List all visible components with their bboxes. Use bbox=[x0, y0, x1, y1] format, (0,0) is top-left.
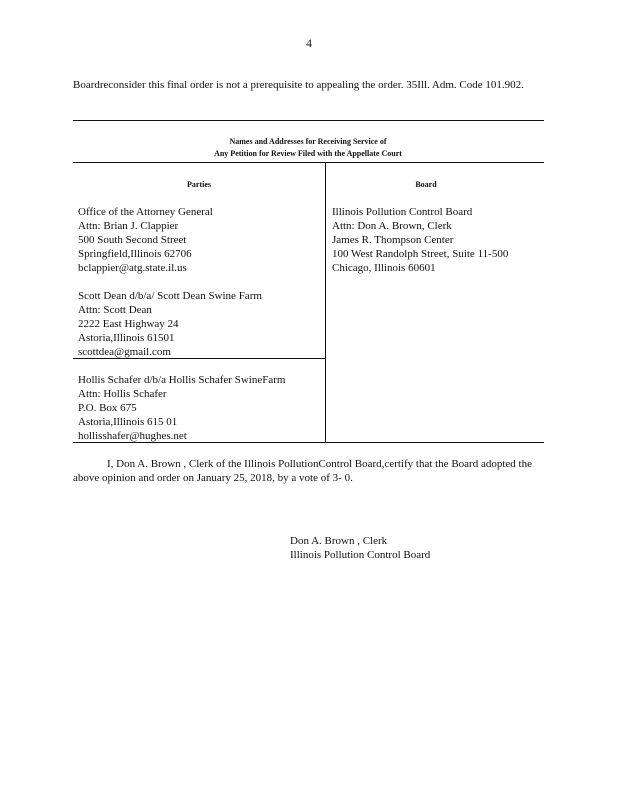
address-line: Astoria,Illinois 615 01 bbox=[78, 416, 178, 428]
address-line: James R. Thompson Center bbox=[332, 234, 454, 246]
address-line: 2222 East Highway 24 bbox=[78, 318, 179, 330]
address-line: Illinois Pollution Control Board bbox=[332, 206, 473, 218]
address-line: Attn: Scott Dean bbox=[78, 304, 152, 316]
address-line: 100 West Randolph Street, Suite 11-500 bbox=[332, 248, 509, 260]
table-column-divider bbox=[325, 162, 326, 442]
page-number: 4 bbox=[306, 36, 312, 50]
party-address-block bbox=[78, 289, 262, 359]
intro-paragraph: Boardreconsider this final order is not a prerequisite to appealing the order. 35Ill. Adm. Code 101.902. bbox=[73, 79, 524, 91]
address-line: Springfield,Illinois 62706 bbox=[78, 248, 192, 260]
address-line: Office of the Attorney General bbox=[78, 206, 213, 218]
signature-block bbox=[290, 534, 430, 562]
certification-paragraph bbox=[73, 457, 543, 485]
table-top-border bbox=[73, 162, 544, 163]
email-address: hollisshafer@hughes.net bbox=[78, 430, 187, 442]
address-line: Attn: Hollis Schafer bbox=[78, 388, 167, 400]
certification-text: I, Don A. Brown , Clerk of the Illinois PollutionControl Board,certify that the Board adopted the above opinion and order on January 25, 2018, by a vote of 3- 0. bbox=[73, 458, 532, 484]
address-line: Astoria,Illinois 61501 bbox=[78, 332, 175, 344]
address-line: Chicago, Illinois 60601 bbox=[332, 262, 436, 274]
address-line: Scott Dean d/b/a/ Scott Dean Swine Farm bbox=[78, 290, 262, 302]
address-line: Attn: Brian J. Clappier bbox=[78, 220, 179, 232]
signature-name: Don A. Brown , Clerk bbox=[290, 535, 388, 547]
table-caption bbox=[73, 136, 543, 160]
party-address-block bbox=[78, 373, 285, 443]
signature-organization: Illinois Pollution Control Board bbox=[290, 549, 431, 561]
parties-column-header: Parties bbox=[187, 180, 211, 189]
address-line: 500 South Second Street bbox=[78, 234, 187, 246]
section-divider bbox=[73, 120, 544, 121]
email-address: bclappier@atg.state.il.us bbox=[78, 262, 187, 274]
address-line: P.O. Box 675 bbox=[78, 402, 137, 414]
address-line: Attn: Don A. Brown, Clerk bbox=[332, 220, 452, 232]
party-address-block bbox=[78, 205, 213, 275]
email-address: scottdea@gmail.com bbox=[78, 346, 171, 358]
board-address-block bbox=[332, 205, 508, 275]
table-caption-line-2: Any Petition for Review Filed with the Appellate Court bbox=[214, 149, 402, 158]
board-column-header: Board bbox=[415, 180, 437, 189]
address-line: Hollis Schafer d/b/a Hollis Schafer SwineFarm bbox=[78, 374, 286, 386]
table-caption-line-1: Names and Addresses for Receiving Service of bbox=[229, 137, 387, 146]
